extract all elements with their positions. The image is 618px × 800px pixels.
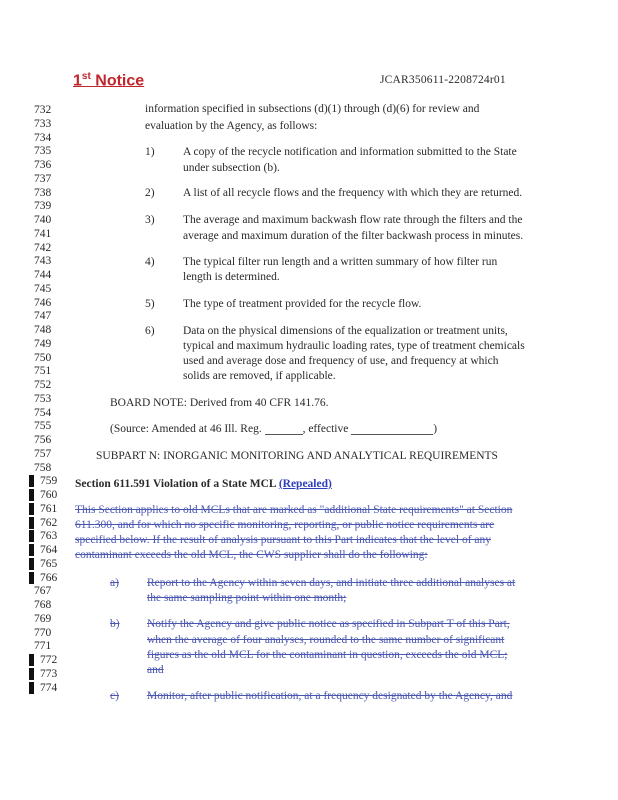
item-number: 4) bbox=[145, 256, 155, 268]
line-number: 750 bbox=[34, 351, 52, 364]
repealed-label: (Repealed) bbox=[278, 478, 332, 490]
line-number: 767 bbox=[34, 585, 52, 598]
line-number: 744 bbox=[34, 269, 52, 281]
notice-label: 1st Notice bbox=[73, 71, 145, 90]
struck-item-line: Report to the Agency within seven days, and initiate three additional analyses at bbox=[147, 577, 516, 589]
struck-item-line: figures as the old MCL for the contaminant in question, exceeds the old MCL; bbox=[147, 649, 508, 661]
line-number: 774 bbox=[29, 682, 57, 694]
item-number: 2) bbox=[145, 187, 155, 199]
line-number: 770 bbox=[34, 626, 52, 639]
line-number: 742 bbox=[34, 241, 52, 254]
line-number: 753 bbox=[34, 392, 52, 405]
struck-item-line: Notify the Agency and give public notice as specified in Subpart T of this Part, bbox=[147, 618, 510, 630]
item-line: typical and maximum hydraulic loading rates, type of treatment chemicals bbox=[183, 340, 525, 352]
line-number: 754 bbox=[34, 406, 52, 419]
line-number: 735 bbox=[34, 145, 52, 158]
struck-line: This Section applies to old MCLs that are marked as "additional State requirements" at Section bbox=[75, 504, 513, 516]
line-number: 736 bbox=[34, 159, 52, 171]
line-number: 758 bbox=[34, 461, 52, 474]
line-number: 747 bbox=[34, 310, 52, 323]
item-line: Data on the physical dimensions of the equalization or treatment units, bbox=[183, 325, 508, 337]
item-number: 3) bbox=[145, 214, 155, 226]
struck-item-number: c) bbox=[110, 690, 119, 702]
struck-item-number: b) bbox=[110, 618, 120, 630]
line-number: 760 bbox=[29, 489, 57, 501]
struck-item-line: the same sampling point within one month; bbox=[147, 592, 347, 604]
line-number: 771 bbox=[34, 640, 52, 653]
struck-item-number: a) bbox=[110, 577, 119, 589]
line-number: 746 bbox=[34, 296, 52, 309]
subpart-heading: SUBPART N: INORGANIC MONITORING AND ANALYTICAL REQUIREMENTS bbox=[96, 450, 498, 462]
struck-line: contaminant exceeds the old MCL, the CWS supplier shall do the following: bbox=[75, 549, 428, 561]
line-number: 768 bbox=[34, 599, 52, 611]
line-number: 732 bbox=[34, 104, 52, 116]
line-number: 773 bbox=[29, 668, 57, 680]
line-number: 733 bbox=[34, 117, 52, 130]
item-line: used and average dose and frequency of use, and frequency at which bbox=[183, 355, 499, 367]
item-line: solids are removed, if applicable. bbox=[183, 370, 336, 382]
line-number: 757 bbox=[34, 447, 52, 460]
line-number: 752 bbox=[34, 379, 52, 391]
line-number: 738 bbox=[34, 186, 52, 199]
line-number: 755 bbox=[34, 420, 52, 433]
item-line: The typical filter run length and a written summary of how filter run bbox=[183, 256, 498, 268]
item-number: 1) bbox=[145, 146, 155, 158]
source-note: (Source: Amended at 46 Ill. Reg. , effective ) bbox=[110, 423, 438, 435]
line-number: 759 bbox=[29, 475, 57, 487]
intro-line: evaluation by the Agency, as follows: bbox=[145, 120, 318, 132]
struck-line: 611.300, and for which no specific monitoring, reporting, or public notice requirements are bbox=[75, 519, 495, 531]
item-line: average and maximum duration of the filter backwash process in minutes. bbox=[183, 230, 524, 242]
struck-item-line: when the average of four analyses, rounded to the same number of significant bbox=[147, 634, 505, 646]
line-number: 756 bbox=[34, 434, 52, 446]
line-number: 761 bbox=[29, 503, 57, 515]
struck-item-line: and bbox=[147, 664, 164, 676]
item-line: A list of all recycle flows and the frequency with which they are returned. bbox=[183, 187, 523, 199]
document-id: JCAR350611-2208724r01 bbox=[380, 74, 506, 86]
line-number: 741 bbox=[34, 227, 52, 240]
struck-item-line: Monitor, after public notification, at a frequency designated by the Agency, and bbox=[147, 690, 513, 702]
line-number: 745 bbox=[34, 282, 52, 295]
item-line: The average and maximum backwash flow rate through the filters and the bbox=[183, 214, 523, 226]
line-number: 740 bbox=[34, 214, 52, 226]
line-number: 737 bbox=[34, 172, 52, 185]
item-line: length is determined. bbox=[183, 271, 280, 283]
item-line: The type of treatment provided for the recycle flow. bbox=[183, 298, 422, 310]
line-number: 762 bbox=[29, 517, 57, 529]
board-note: BOARD NOTE: Derived from 40 CFR 141.76. bbox=[110, 397, 329, 409]
intro-line: information specified in subsections (d)(1) through (d)(6) for review and bbox=[145, 103, 480, 115]
item-number: 6) bbox=[145, 325, 155, 337]
item-number: 5) bbox=[145, 298, 155, 310]
line-number: 763 bbox=[29, 530, 57, 542]
section-title: Section 611.591 Violation of a State MCL (Repealed) bbox=[75, 478, 332, 490]
line-number: 772 bbox=[29, 654, 57, 666]
line-number: 765 bbox=[29, 558, 57, 570]
line-number: 764 bbox=[29, 544, 57, 556]
line-number: 739 bbox=[34, 200, 52, 213]
struck-line: specified below. If the result of analysis pursuant to this Part indicates that the level of any bbox=[75, 534, 492, 546]
line-number: 766 bbox=[29, 572, 57, 584]
line-number: 748 bbox=[34, 324, 52, 336]
line-number: 749 bbox=[34, 337, 52, 350]
item-line: under subsection (b). bbox=[183, 162, 280, 174]
line-number: 734 bbox=[34, 131, 52, 144]
line-number: 769 bbox=[34, 612, 52, 625]
line-number: 743 bbox=[34, 255, 52, 268]
item-line: A copy of the recycle notification and information submitted to the State bbox=[183, 146, 517, 158]
line-number: 751 bbox=[34, 365, 52, 378]
